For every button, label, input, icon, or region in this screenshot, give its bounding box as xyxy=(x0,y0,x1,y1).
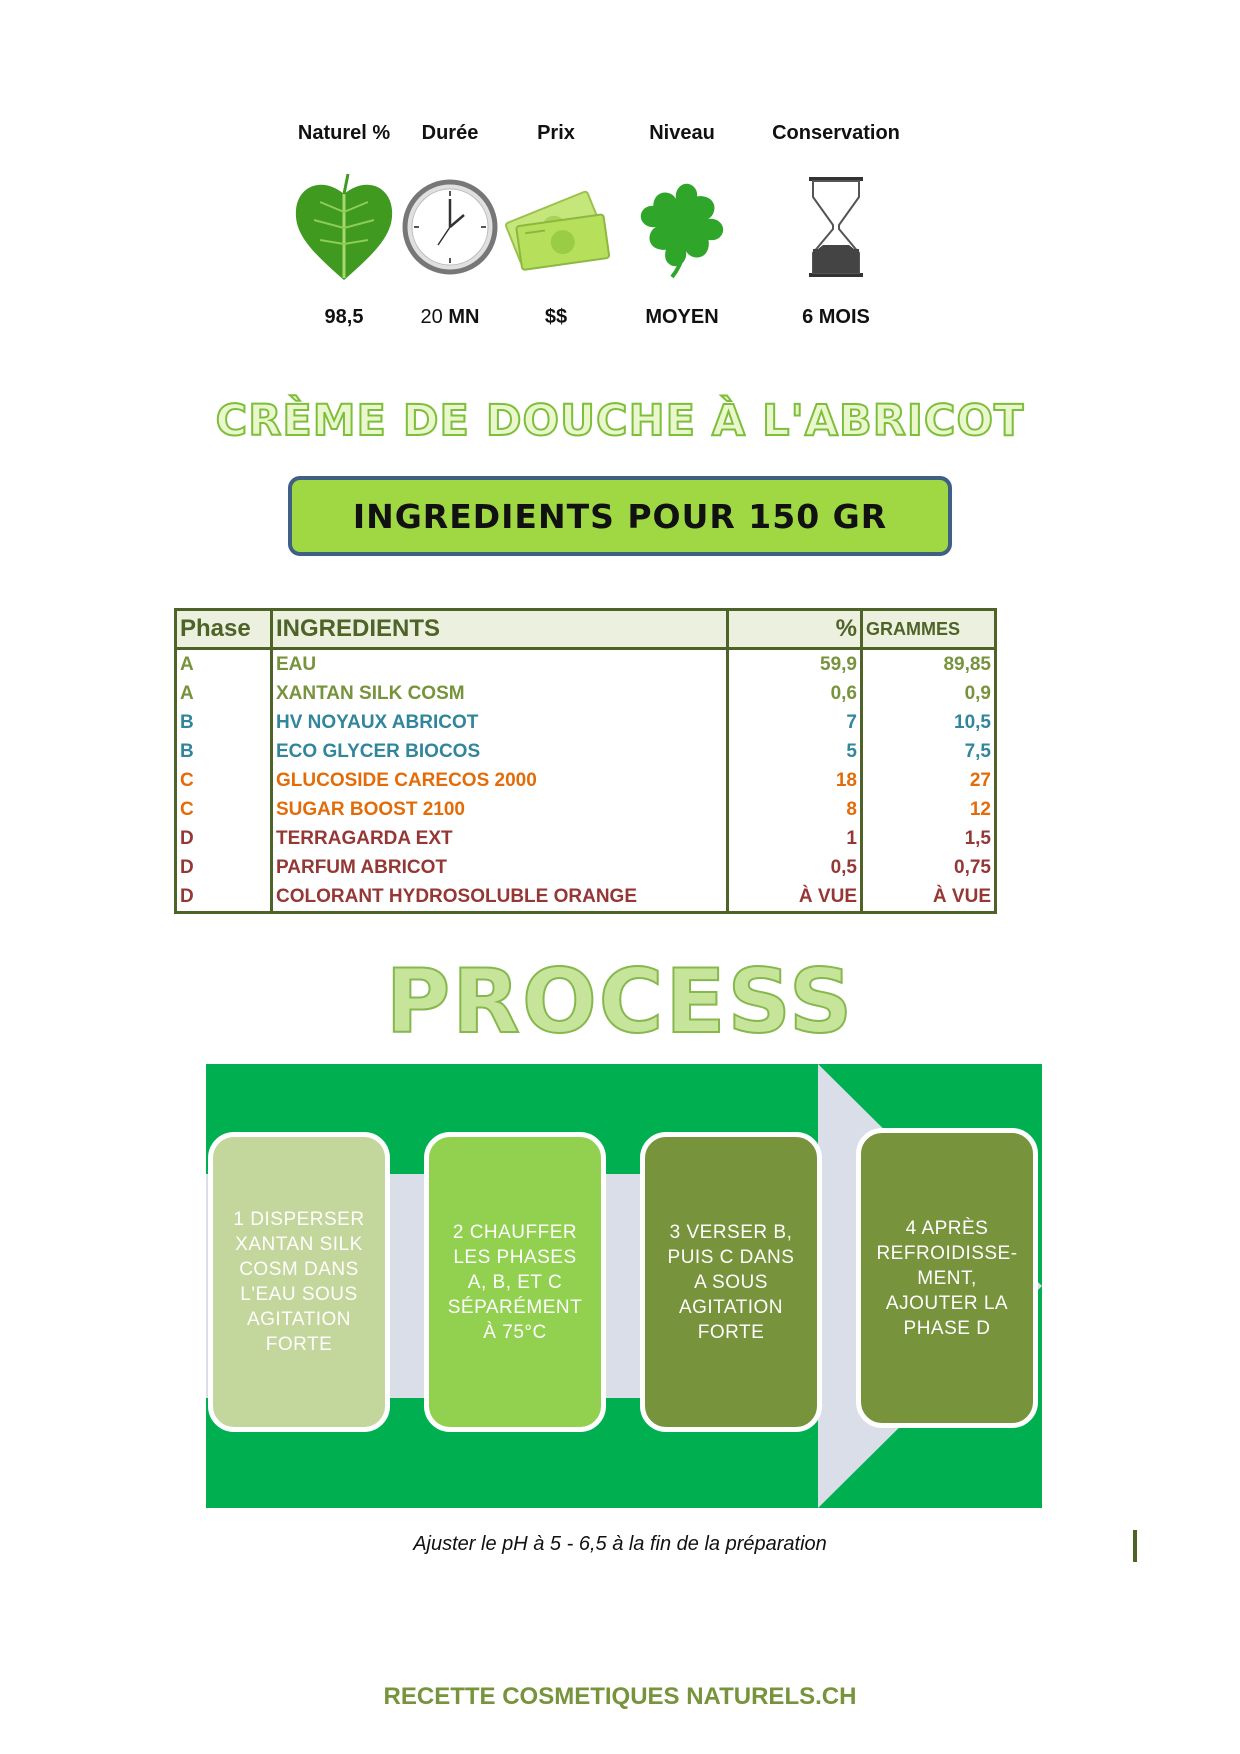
header-percent: % xyxy=(728,610,862,649)
indicator-label: Niveau xyxy=(649,122,715,144)
cell-phase: B xyxy=(176,708,272,737)
process-step-3: 3 VERSER B, PUIS C DANS A SOUS AGITATION FORTE xyxy=(640,1132,822,1432)
footer-site: RECETTE COSMETIQUES NATURELS.CH xyxy=(383,1683,857,1710)
process-step-1: 1 DISPERSER XANTAN SILK COSM DANS L'EAU SOUS AGITATION FORTE xyxy=(208,1132,390,1432)
indicator-prix xyxy=(486,118,626,329)
table-row xyxy=(176,708,996,737)
cell-ingredient: GLUCOSIDE CARECOS 2000 xyxy=(272,766,728,795)
cell-percent: 5 xyxy=(728,737,862,766)
process-step-4: 4 APRÈS REFROIDISSE-MENT, AJOUTER LA PHASE D xyxy=(856,1128,1038,1428)
indicator-label: Conservation xyxy=(772,122,900,144)
ph-note: Ajuster le pH à 5 - 6,5 à la fin de la préparation xyxy=(413,1533,827,1555)
cell-percent: 18 xyxy=(728,766,862,795)
cell-grams: 1,5 xyxy=(862,824,996,853)
cell-ingredient: TERRAGARDA EXT xyxy=(272,824,728,853)
cell-phase: D xyxy=(176,824,272,853)
cell-percent: 0,5 xyxy=(728,853,862,882)
cell-percent: 1 xyxy=(728,824,862,853)
cell-grams: 0,9 xyxy=(862,679,996,708)
indicator-label: Durée xyxy=(421,122,479,144)
cell-ingredient: ECO GLYCER BIOCOS xyxy=(272,737,728,766)
cell-percent: À VUE xyxy=(728,882,862,913)
cell-grams: 27 xyxy=(862,766,996,795)
header-ingredients: INGREDIENTS xyxy=(272,610,728,649)
table-row xyxy=(176,766,996,795)
cell-percent: 0,6 xyxy=(728,679,862,708)
cell-phase: D xyxy=(176,882,272,913)
table-header-row xyxy=(176,610,996,649)
table-row xyxy=(176,737,996,766)
process-diagram xyxy=(206,1064,1042,1508)
clock-icon xyxy=(400,177,500,277)
cell-ingredient: EAU xyxy=(272,649,728,680)
indicator-value: 98,5 xyxy=(324,306,364,328)
recipe-title: CRÈME DE DOUCHE À L'ABRICOT xyxy=(215,396,1025,446)
money-icon xyxy=(496,177,616,277)
indicator-value: 6 MOIS xyxy=(802,306,870,328)
table-row xyxy=(176,853,996,882)
indicator-value: 20 MN xyxy=(420,306,480,328)
hourglass-icon xyxy=(801,175,871,279)
cell-grams: 7,5 xyxy=(862,737,996,766)
table-row xyxy=(176,882,996,913)
cell-ingredient: SUGAR BOOST 2100 xyxy=(272,795,728,824)
cell-ingredient: COLORANT HYDROSOLUBLE ORANGE xyxy=(272,882,728,913)
process-step-2: 2 CHAUFFER LES PHASES A, B, ET C SÉPARÉMENT À 75°C xyxy=(424,1132,606,1432)
indicator-conservation xyxy=(771,118,901,329)
cell-phase: A xyxy=(176,679,272,708)
cell-phase: A xyxy=(176,649,272,680)
cell-phase: D xyxy=(176,853,272,882)
cell-grams: 10,5 xyxy=(862,708,996,737)
indicator-value: $$ xyxy=(544,306,568,328)
process-title: PROCESS xyxy=(385,950,855,1053)
indicator-label: Naturel % xyxy=(297,122,391,144)
header-grams: GRAMMES xyxy=(862,610,996,649)
cell-grams: À VUE xyxy=(862,882,996,913)
cell-grams: 12 xyxy=(862,795,996,824)
cell-grams: 0,75 xyxy=(862,853,996,882)
header-phase: Phase xyxy=(176,610,272,649)
cell-phase: C xyxy=(176,795,272,824)
table-row xyxy=(176,795,996,824)
cell-percent: 7 xyxy=(728,708,862,737)
cell-ingredient: XANTAN SILK COSM xyxy=(272,679,728,708)
cell-percent: 8 xyxy=(728,795,862,824)
margin-bar xyxy=(1133,1530,1137,1562)
cell-phase: B xyxy=(176,737,272,766)
table-row xyxy=(176,824,996,853)
indicator-niveau xyxy=(612,118,752,329)
cell-grams: 89,85 xyxy=(862,649,996,680)
cell-ingredient: HV NOYAUX ABRICOT xyxy=(272,708,728,737)
cell-percent: 59,9 xyxy=(728,649,862,680)
ingredients-banner xyxy=(288,476,952,556)
table-row xyxy=(176,679,996,708)
clover-icon xyxy=(632,175,732,279)
table-row xyxy=(176,649,996,680)
cell-phase: C xyxy=(176,766,272,795)
cell-ingredient: PARFUM ABRICOT xyxy=(272,853,728,882)
ingredients-table xyxy=(174,608,997,914)
indicator-label: Prix xyxy=(537,122,575,144)
banner-text: INGREDIENTS POUR 150 GR xyxy=(352,496,888,536)
indicator-value: MOYEN xyxy=(645,306,719,328)
